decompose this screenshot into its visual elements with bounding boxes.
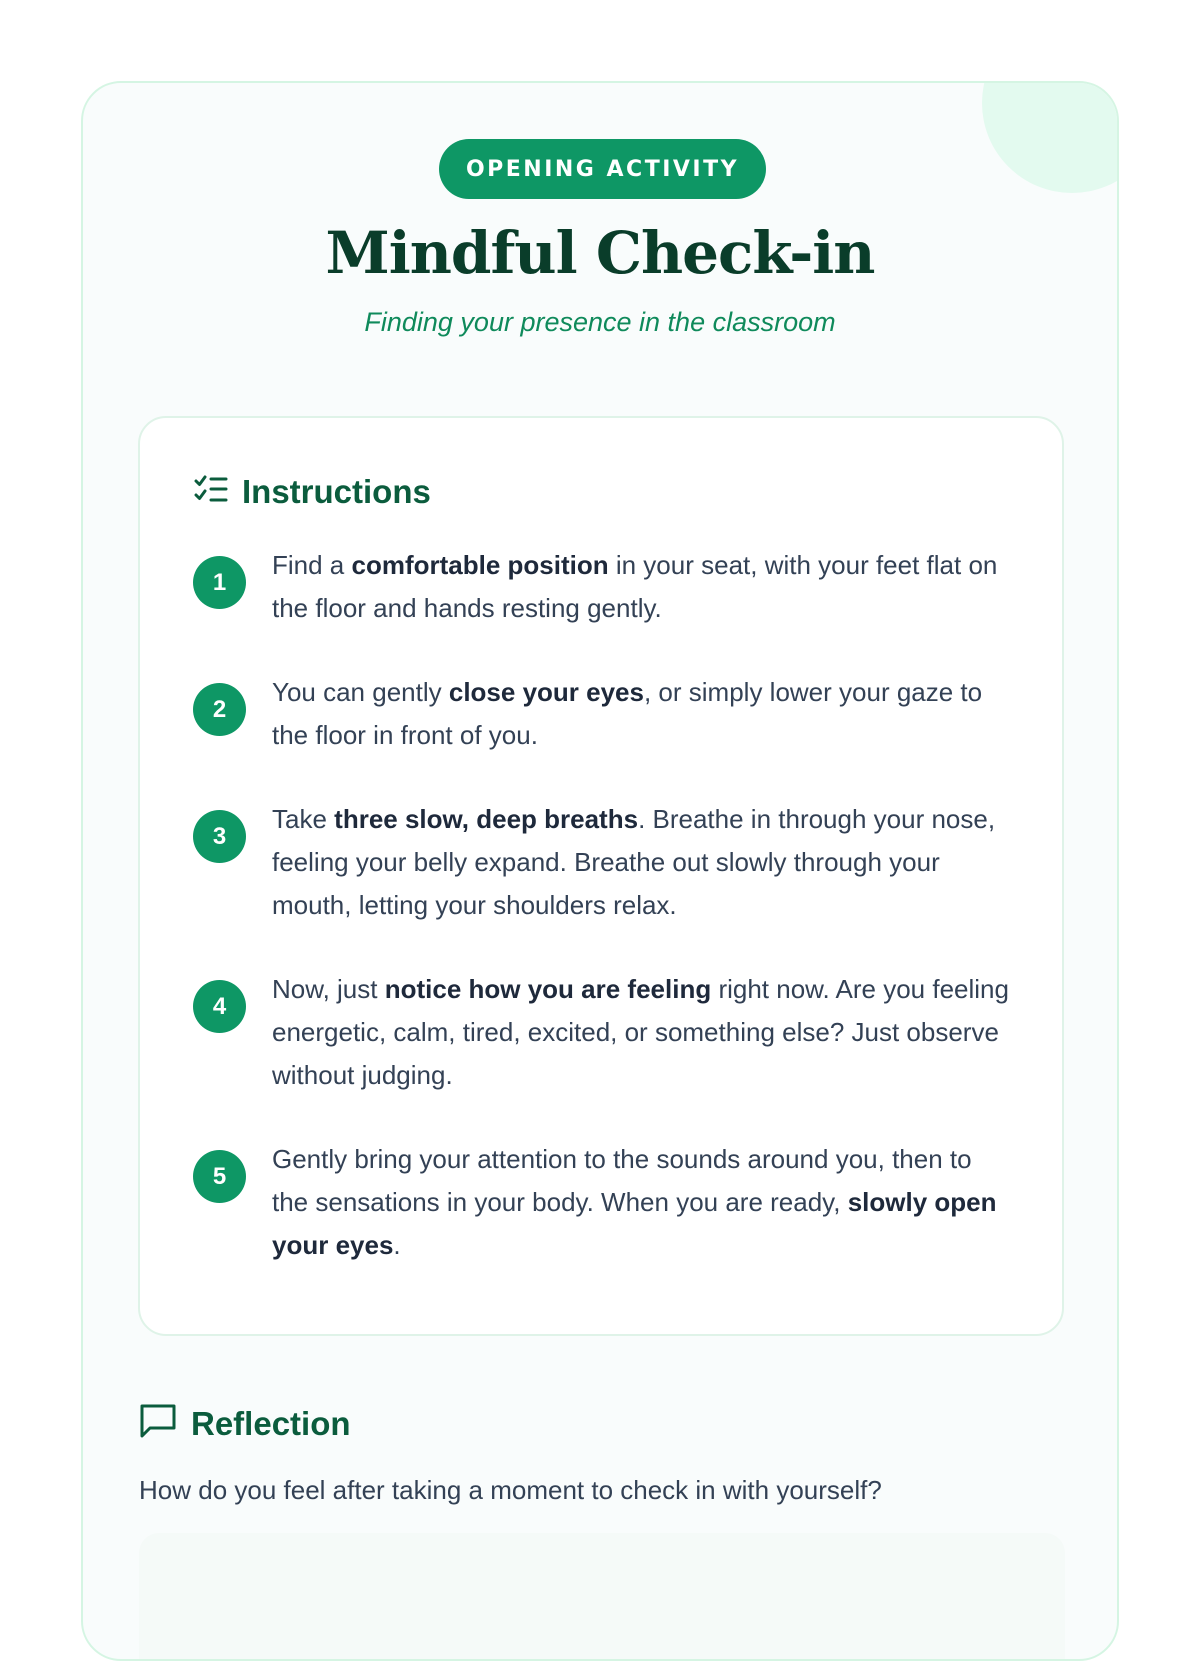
reflection-question: How do you feel after taking a moment to check in with yourself? [139,1475,882,1505]
reflection-input[interactable] [139,1533,1065,1661]
page-title: Mindful Check-in [325,219,875,287]
step-number: 5 [193,1150,246,1203]
step-number: 1 [193,556,246,609]
step-text: Gently bring your attention to the sounds around you, then to the sensations in your body. When you are ready, slowly open your eyes. [272,1144,997,1260]
corner-decoration [982,81,1119,193]
checklist-icon [194,475,228,510]
page-subtitle: Finding your presence in the classroom [364,307,836,337]
activity-card [81,81,1119,1661]
reflection-header [139,1403,351,1444]
activity-badge: OPENING ACTIVITY [439,139,766,199]
step-text: Now, just notice how you are feeling right now. Are you feeling energetic, calm, tired, excited, or something else? Just observe without judging. [272,974,1009,1090]
step-text: You can gently close your eyes, or simply lower your gaze to the floor in front of you. [272,677,983,750]
step-number: 2 [193,683,246,736]
step-number: 3 [193,810,246,863]
chat-bubble-icon [139,1403,177,1444]
reflection-heading: Reflection [191,1404,351,1442]
step-text: Find a comfortable position in your seat, with your feet flat on the floor and hands resting gently. [272,550,998,623]
step-number: 4 [193,980,246,1033]
instructions-heading: Instructions [242,473,431,510]
step-text: Take three slow, deep breaths. Breathe in through your nose, feeling your belly expand. Breathe out slowly through your mouth, letting your shoulders relax. [272,804,996,920]
instructions-header [194,473,431,511]
instructions-panel [138,416,1064,1336]
